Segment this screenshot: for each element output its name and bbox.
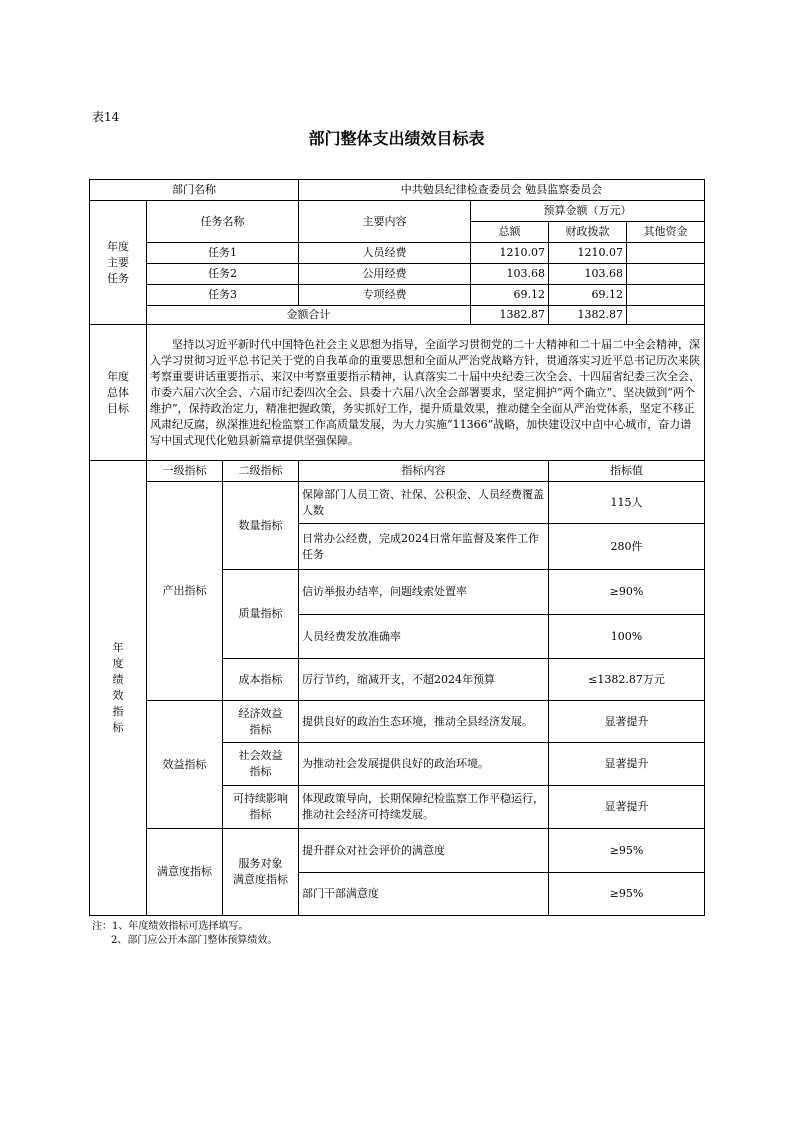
task-row bbox=[90, 264, 705, 285]
level1-benefit: 效益指标 bbox=[147, 701, 223, 829]
indicator-value: 显著提升 bbox=[549, 786, 705, 829]
task-name-header: 任务名称 bbox=[147, 201, 299, 243]
indicator-row bbox=[90, 482, 705, 524]
task-row bbox=[90, 243, 705, 264]
task-fiscal: 69.12 bbox=[549, 285, 627, 306]
indicator-content-header: 指标内容 bbox=[299, 461, 549, 482]
fiscal-header: 财政拨款 bbox=[549, 222, 627, 243]
footnote-1: 注：1、年度绩效指标可选择填写。 bbox=[92, 921, 249, 932]
indicator-content: 体现政策导向，长期保障纪检监察工作平稳运行，推动社会经济可持续发展。 bbox=[299, 786, 549, 829]
table-number: 表14 bbox=[92, 110, 120, 124]
footnotes bbox=[92, 920, 277, 948]
indicator-value-header: 指标值 bbox=[549, 461, 705, 482]
budget-header: 预算金额（万元） bbox=[471, 201, 705, 222]
level2-header: 二级指标 bbox=[223, 461, 299, 482]
level1-header: 一级指标 bbox=[147, 461, 223, 482]
performance-goal-table bbox=[89, 179, 705, 916]
level2-social: 社会效益 指标 bbox=[223, 743, 299, 786]
level2-sustainable: 可持续影响 指标 bbox=[223, 786, 299, 829]
total-header: 总额 bbox=[471, 222, 549, 243]
indicator-value: ≥90% bbox=[549, 570, 705, 615]
task-other bbox=[627, 243, 705, 264]
dept-name-value: 中共勉县纪律检查委员会 勉县监察委员会 bbox=[299, 180, 705, 201]
indicator-content: 信访举报办结率，问题线索处置率 bbox=[299, 570, 549, 615]
task-name: 任务2 bbox=[147, 264, 299, 285]
perf-indicators-label: 年 度 绩 效 指 标 bbox=[90, 461, 147, 916]
indicator-content: 日常办公经费，完成2024日常年监督及案件工作任务 bbox=[299, 524, 549, 570]
indicator-content: 保障部门人员工资、社保、公积金、人员经费覆盖人数 bbox=[299, 482, 549, 524]
indicator-value: 115人 bbox=[549, 482, 705, 524]
level1-output: 产出指标 bbox=[147, 482, 223, 701]
sum-fiscal: 1382.87 bbox=[549, 306, 627, 325]
indicator-value: ≤1382.87万元 bbox=[549, 659, 705, 701]
other-funds-header: 其他资金 bbox=[627, 222, 705, 243]
task-total: 1210.07 bbox=[471, 243, 549, 264]
overall-goal-label: 年度 总体 目标 bbox=[90, 325, 147, 461]
indicator-content: 部门干部满意度 bbox=[299, 873, 549, 916]
annual-tasks-label: 年度 主要 任务 bbox=[90, 201, 147, 325]
level1-satisfaction: 满意度指标 bbox=[147, 829, 223, 916]
indicator-row bbox=[90, 701, 705, 743]
indicator-value: ≥95% bbox=[549, 829, 705, 873]
task-name: 任务3 bbox=[147, 285, 299, 306]
indicator-value: 100% bbox=[549, 615, 705, 659]
level2-quantity: 数量指标 bbox=[223, 482, 299, 570]
task-content: 公用经费 bbox=[299, 264, 471, 285]
overall-goal-text: 坚持以习近平新时代中国特色社会主义思想为指导，全面学习贯彻党的二十大精神和二十届二中全会精神，深入学习贯彻习近平总书记关于党的自我革命的重要思想和全面从严治党战略方针，贯通落实习近平总书记历次来陕考察重要讲话重要指示、来汉中考察重要指示精神，认真落实二十届中央纪委三次全会、十四届省纪委三次全会、市委六届六次全会、六届市纪委四次全会、县委十六届八次全会部署要求，坚定拥护“两个确立”、坚决做到“两个维护”，保持政治定力，精准把握政策，务实抓好工作，提升质量效果，推动健全全面从严治党体系，坚定不移正风肃纪反腐，纵深推进纪检监察工作高质量发展，为大力实施“11366”战略，加快建设汉中卣中心城市，奋力谱写中国式现代化勉县新篇章提供坚强保障。 bbox=[147, 325, 705, 461]
indicator-content: 提升群众对社会评价的满意度 bbox=[299, 829, 549, 873]
level2-service: 服务对象 满意度指标 bbox=[223, 829, 299, 916]
task-name: 任务1 bbox=[147, 243, 299, 264]
indicator-value: 280件 bbox=[549, 524, 705, 570]
task-other bbox=[627, 264, 705, 285]
task-content: 人员经费 bbox=[299, 243, 471, 264]
level2-economic: 经济效益 指标 bbox=[223, 701, 299, 743]
sum-label: 金额合计 bbox=[147, 306, 471, 325]
indicator-content: 提供良好的政治生态环境，推动全县经济发展。 bbox=[299, 701, 549, 743]
indicator-value: ≥95% bbox=[549, 873, 705, 916]
task-total: 69.12 bbox=[471, 285, 549, 306]
level2-quality: 质量指标 bbox=[223, 570, 299, 659]
indicator-row bbox=[90, 829, 705, 873]
task-content: 专项经费 bbox=[299, 285, 471, 306]
task-total: 103.68 bbox=[471, 264, 549, 285]
sum-total: 1382.87 bbox=[471, 306, 549, 325]
dept-name-label: 部门名称 bbox=[90, 180, 299, 201]
footnote-2: 2、部门应公开本部门整体预算绩效。 bbox=[111, 935, 278, 946]
task-fiscal: 1210.07 bbox=[549, 243, 627, 264]
indicator-content: 厉行节约，缩减开支，不超2024年预算 bbox=[299, 659, 549, 701]
level2-cost: 成本指标 bbox=[223, 659, 299, 701]
indicator-content: 为推动社会发展提供良好的政治环境。 bbox=[299, 743, 549, 786]
task-row bbox=[90, 285, 705, 306]
indicator-value: 显著提升 bbox=[549, 701, 705, 743]
main-content-header: 主要内容 bbox=[299, 201, 471, 243]
indicator-content: 人员经费发放准确率 bbox=[299, 615, 549, 659]
sum-other bbox=[627, 306, 705, 325]
document-title: 部门整体支出绩效目标表 bbox=[308, 129, 485, 148]
task-fiscal: 103.68 bbox=[549, 264, 627, 285]
indicator-value: 显著提升 bbox=[549, 743, 705, 786]
task-other bbox=[627, 285, 705, 306]
